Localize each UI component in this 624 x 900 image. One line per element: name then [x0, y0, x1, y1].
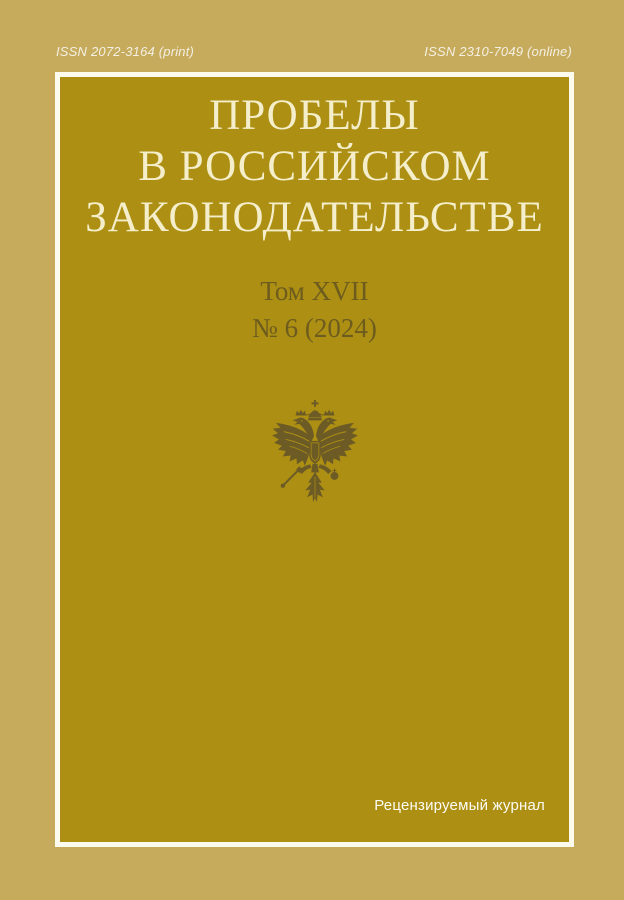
issn-online-label: ISSN 2310-7049 (online) [424, 44, 572, 59]
journal-title-line1: ПРОБЕЛЫ [209, 92, 420, 139]
issn-print-label: ISSN 2072-3164 (print) [56, 44, 195, 59]
emblem-container [60, 399, 569, 511]
double-headed-eagle-icon [271, 399, 359, 511]
cover-panel [55, 72, 574, 847]
issue-label: № 6 (2024) [252, 313, 377, 343]
volume-issue-block [60, 273, 569, 347]
peer-reviewed-label: Рецензируемый журнал [374, 797, 545, 814]
journal-title-line2: В РОССИЙСКОМ [138, 143, 491, 190]
volume-label: Том XVII [260, 276, 369, 306]
journal-title [60, 90, 569, 243]
journal-title-line3: ЗАКОНОДАТЕЛЬСТВЕ [85, 194, 544, 241]
